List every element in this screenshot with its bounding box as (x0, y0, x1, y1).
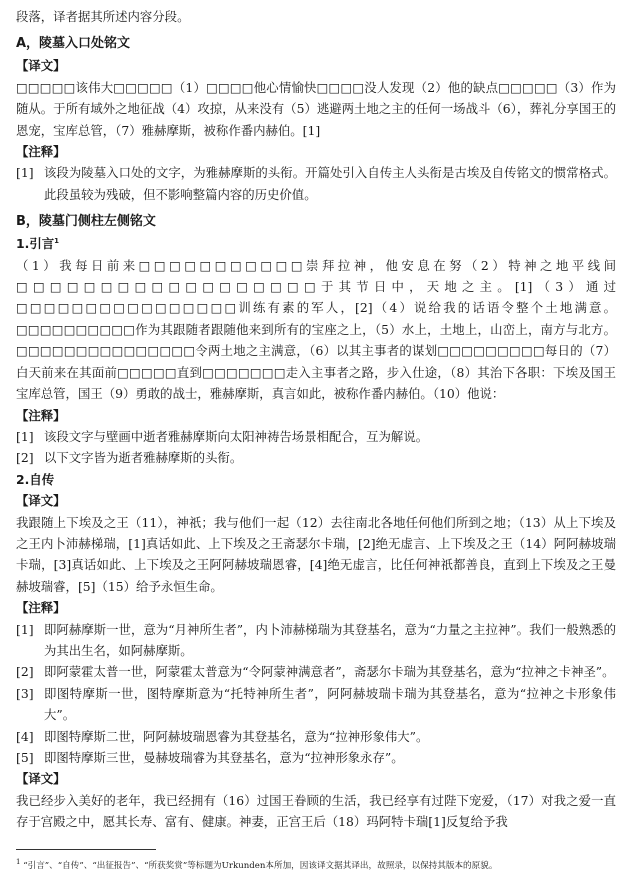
section-b-sub1-heading (16, 233, 616, 254)
section-b-sub1-note-1 (16, 426, 616, 447)
note-text: 该段为陵墓入口处的文字，为雅赫摩斯的头衔。开篇处引入自传主人头衔是古埃及自传铭文的惯常格式。此段虽较为残破，但不影响整篇内容的历史价值。 (44, 165, 616, 202)
footnote-text: “引言”、“自传”、“出征报告”、“所获奖赏”等标题为Urkunden本所加，因该译文据其译出，故照录，以保持其版本的原貌。 (23, 860, 498, 871)
section-b-sub2-note-3 (16, 683, 616, 726)
section-a-note-1 (16, 162, 616, 205)
section-b-sub2-note-1 (16, 619, 616, 662)
section-a-translation: □□□□□该伟大□□□□□（1）□□□□他心情愉快□□□□没人发现（2）他的缺点□□□□□（3）作为随从。于所有域外之地征战（4）攻掠，从来没有（5）逃避两土地之主的任何一场战斗（6），葬礼分享国王的恩宠，宝库总管，（7）雅赫摩斯，被称作番内赫伯。[1] (16, 79, 616, 138)
section-b-sub2-translation: 我跟随上下埃及之王（11），神祇；我与他们一起（12）去往南北各地任何他们所到之地；（13）从上下埃及之王内卜沛赫梯瑞，[1]真话如此、上下埃及之王斋瑟尔卡瑞，[2]绝无虚言、上下埃及之王（14）阿阿赫坡瑞卡瑞，[3]真话如此、上下埃及之王阿阿赫坡瑞恩睿，[4]绝无虚言，比任何神祇都善良，直到上下埃及之王曼赫坡瑞睿，[5]（15）给予永恒生命。 (16, 514, 616, 594)
section-b-sub1-notes-label: 【注释】 (16, 407, 66, 423)
note-number: [2] (16, 664, 34, 680)
note-number: [2] (16, 450, 34, 466)
note-number: [5] (16, 750, 34, 765)
section-b-sub2-note-4 (16, 726, 616, 747)
section-b-heading: B，陵墓门侧柱左侧铭文 (16, 214, 156, 230)
footnote-ref: 1 (54, 237, 59, 246)
section-b-sub2-notes-label: 【注释】 (16, 600, 66, 616)
document-page (16, 6, 616, 873)
note-number: [1] (16, 621, 34, 637)
section-b-sub1-translation: （1）我每日前来□□□□□□□□□□□崇拜拉神，他安息在努（2）特神之地平线间□□□□□□□□□□□□□□□□□□于其节日中，天地之主。[1]（3）通过□□□□□□□□□□□□□□□□训练有素的军人，[2]（4）说给我的话语令整个土地满意。□□□□□□□□□□作为其跟随者跟随他来到所有的宝座之上，（5）水上，土地上，山峦上，南方与北方。□□□□□□□□□□□□□□□令两土地之主满意，（6）以其主事者的谋划□□□□□□□□□每日的（7）白天前来在其面前□□□□□直到□□□□□□□走入主事者之路，步入仕途，（8）其治下各职：下埃及国王宝库总管，国王（9）勇敢的战士，雅赫摩斯，真言如此，被称作番内赫伯。（10）他说： (16, 257, 616, 402)
section-b-sub2-note-5 (16, 747, 616, 768)
note-text: 即图特摩斯三世，曼赫坡瑞睿为其登基名，意为“拉神形象永存”。 (44, 750, 404, 765)
section-b-sub2-heading: 2.自传 (16, 471, 55, 487)
section-a-translation-label: 【译文】 (16, 58, 66, 74)
note-number: [1] (16, 165, 34, 181)
note-number: [1] (16, 428, 34, 444)
note-number: [4] (16, 728, 34, 744)
note-text: 即图特摩斯一世，图特摩斯意为“托特神所生者”，阿阿赫坡瑞卡瑞为其登基名，意为“拉神之卡形象伟大”。 (44, 685, 616, 723)
note-text: 即图特摩斯二世，阿阿赫坡瑞恩睿为其登基名，意为“拉神形象伟大”。 (44, 728, 429, 744)
section-b-sub2-translation2: 我已经步入美好的老年，我已经拥有（16）过国王眷顾的生活，我已经享有过陛下宠爱，（17）对我之爱一直存于宫殿之中，愿其长寿、富有、健康。神妻，正宫王后（18）玛阿特卡瑞[1]反复给予我 (16, 792, 616, 830)
sub1-heading-text: 1.引言 (16, 236, 55, 252)
section-b-sub2-note-2 (16, 661, 616, 682)
footnote-divider (16, 849, 156, 850)
section-a-heading: A，陵墓入口处铭文 (16, 36, 131, 52)
note-number: [3] (16, 685, 34, 701)
section-a-notes-label: 【注释】 (16, 144, 66, 160)
note-text: 该段文字与壁画中逝者雅赫摩斯向太阳神祷告场景相配合，互为解说。 (44, 428, 429, 444)
note-text: 即阿蒙霍太普一世，阿蒙霍太普意为“令阿蒙神满意者”，斋瑟尔卡瑞为其登基名，意为“拉神之卡神圣”。 (44, 664, 615, 680)
section-b-sub2-translation2-label: 【译文】 (16, 771, 66, 787)
note-text: 即阿赫摩斯一世，意为“月神所生者”，内卜沛赫梯瑞为其登基名，意为“力量之主拉神”。我们一般熟悉的为其出生名，如阿赫摩斯。 (44, 621, 616, 658)
section-b-sub1-note-2 (16, 447, 616, 468)
top-line: 段落，译者据其所述内容分段。 (16, 9, 190, 24)
section-b-sub2-translation-label: 【译文】 (16, 493, 66, 509)
footnote-mark: 1 (16, 857, 21, 866)
footnote (16, 857, 616, 873)
note-text: 以下文字皆为逝者雅赫摩斯的头衔。 (44, 450, 243, 466)
